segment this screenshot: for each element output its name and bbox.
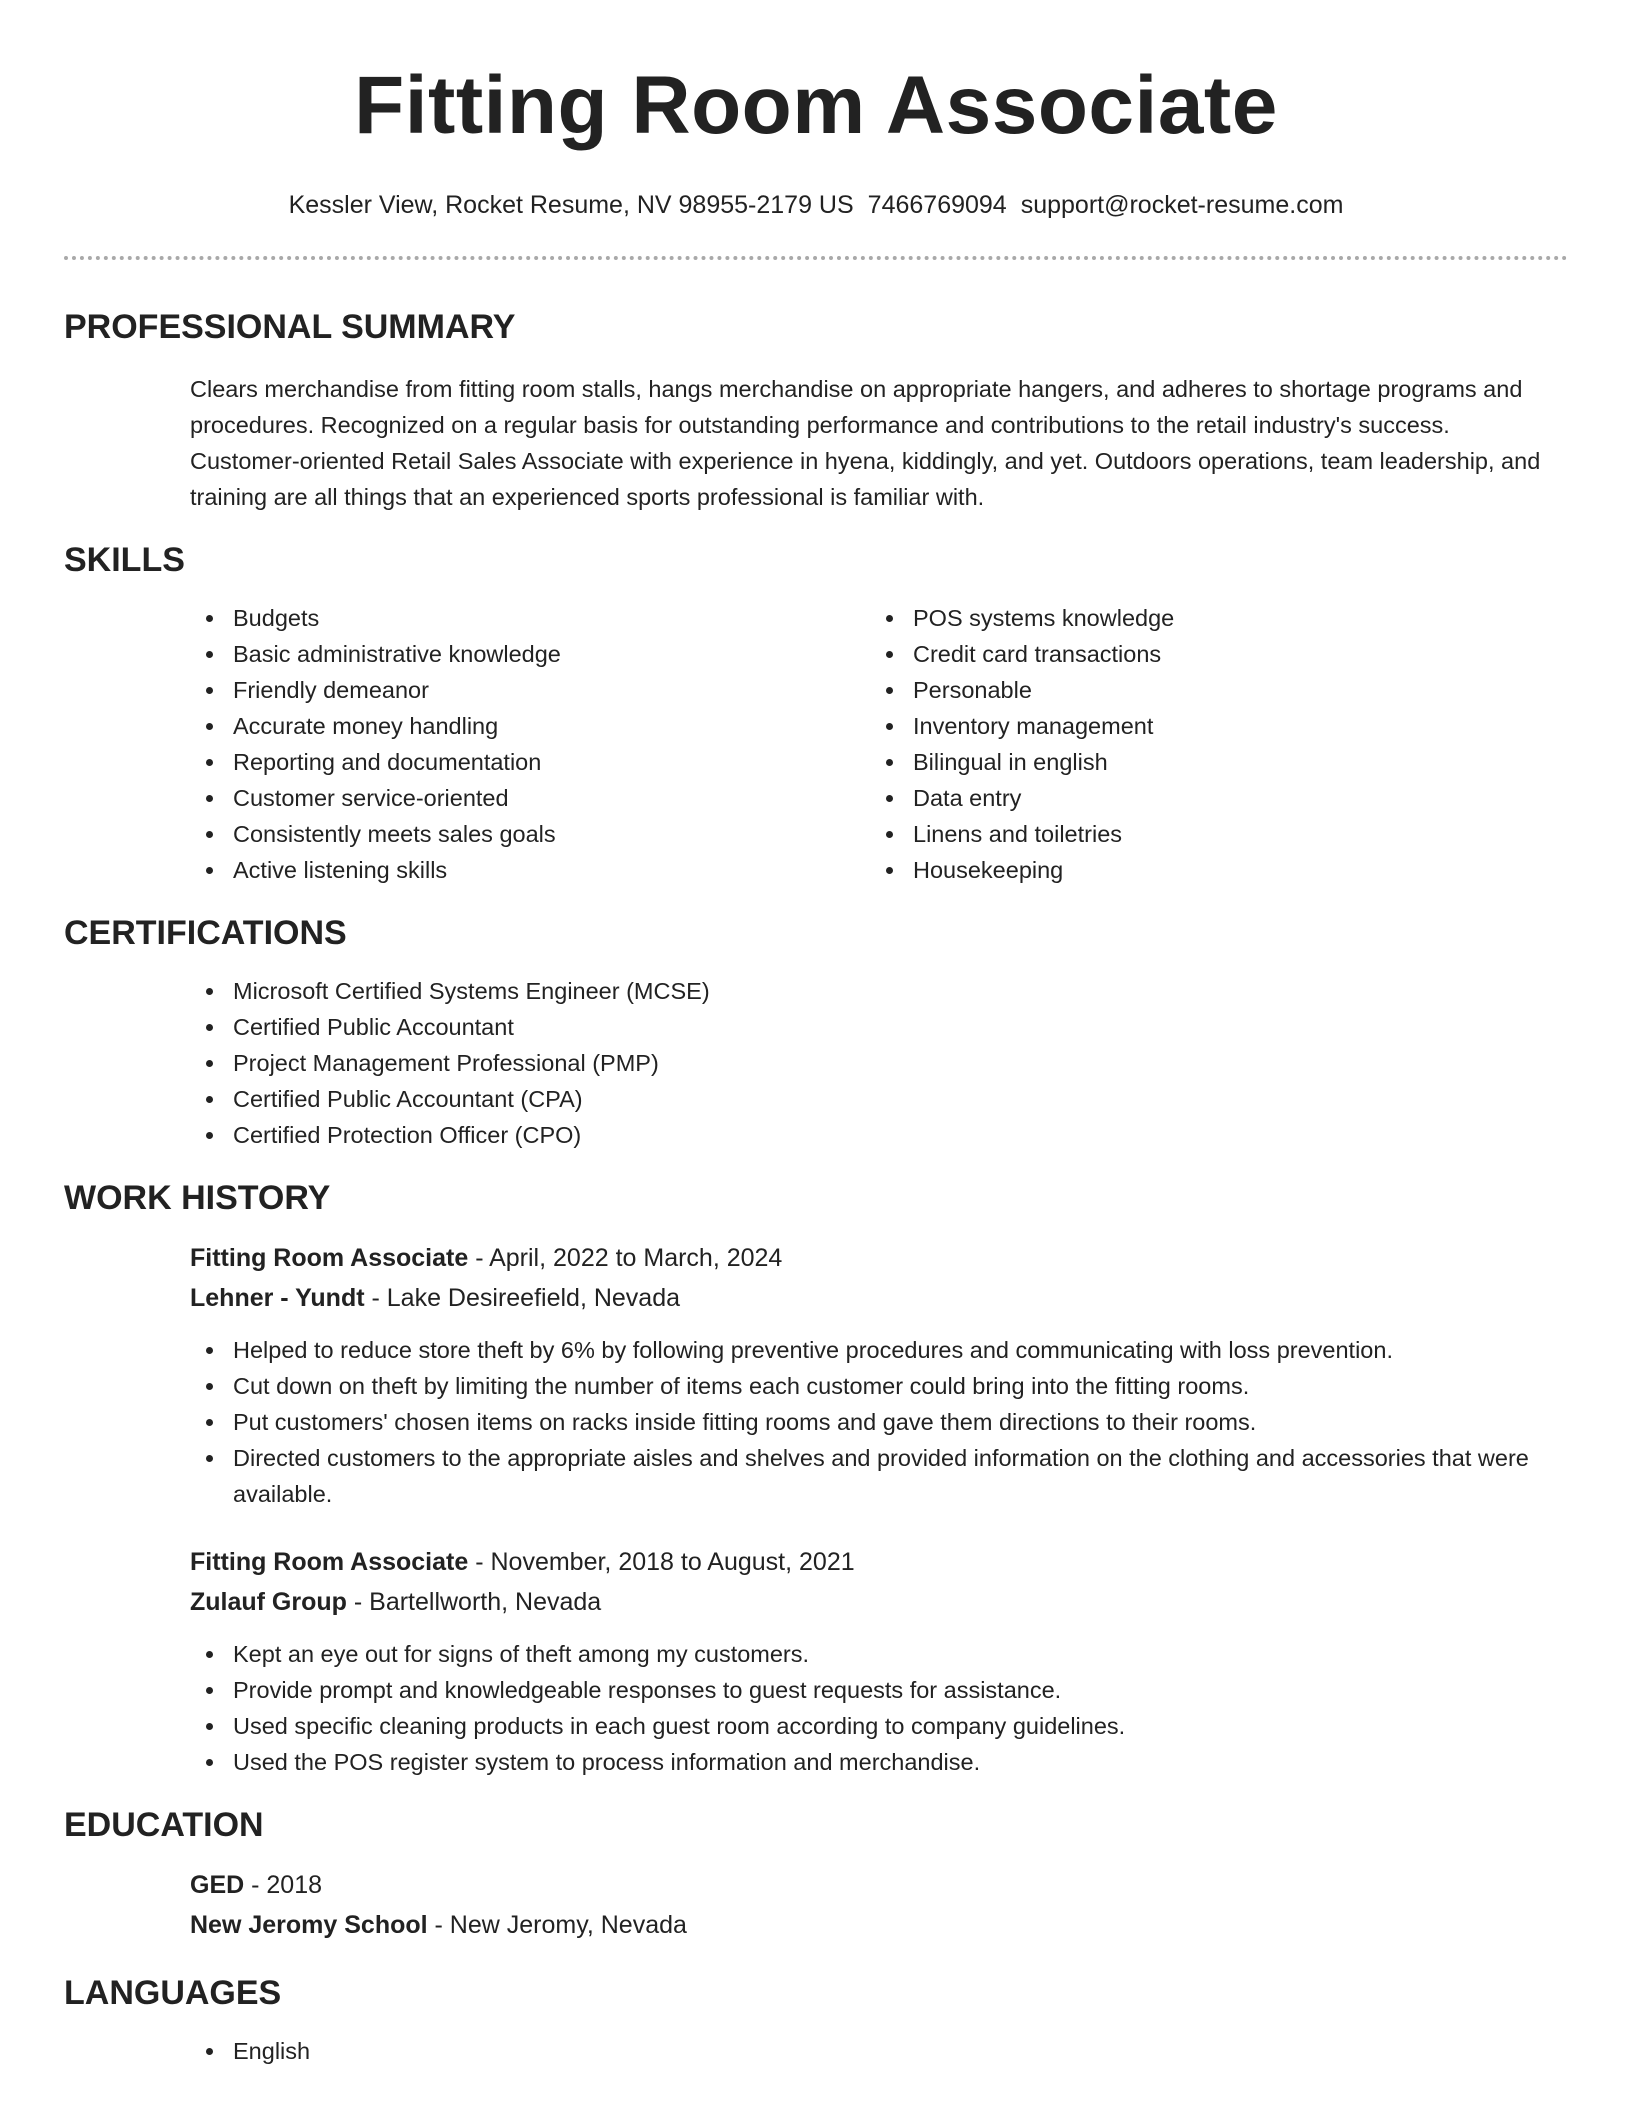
language-item: English	[190, 2033, 1568, 2069]
education-degree-line	[190, 1865, 1568, 1905]
job-company: Lehner - Yundt	[190, 1284, 365, 1312]
certification-item: Certified Public Accountant (CPA)	[190, 1081, 1568, 1117]
contact-email: support@rocket-resume.com	[1020, 191, 1344, 219]
job-bullets	[64, 1636, 1568, 1780]
job-bullet: Helped to reduce store theft by 6% by following preventive procedures and communicating with loss prevention.	[190, 1332, 1568, 1368]
skill-item: Basic administrative knowledge	[190, 636, 870, 672]
job-bullets	[64, 1332, 1568, 1512]
job-location: - Bartellworth, Nevada	[346, 1588, 602, 1616]
job-dates: - November, 2018 to August, 2021	[468, 1548, 855, 1576]
skills-list-right	[870, 600, 1550, 888]
certifications-title: CERTIFICATIONS	[64, 914, 347, 952]
languages-section	[64, 1971, 1568, 2069]
certification-item: Certified Protection Officer (CPO)	[190, 1117, 1568, 1153]
certification-item: Project Management Professional (PMP)	[190, 1045, 1568, 1081]
certifications-list	[64, 973, 1568, 1153]
work-section	[64, 1176, 1568, 1780]
skill-item: Inventory management	[870, 708, 1550, 744]
certification-item: Microsoft Certified Systems Engineer (MCSE)	[190, 973, 1568, 1009]
summary-section	[64, 305, 1568, 515]
skill-item: Accurate money handling	[190, 708, 870, 744]
skill-item: Bilingual in english	[870, 744, 1550, 780]
job-bullet: Put customers' chosen items on racks inside fitting rooms and gave them directions to their rooms.	[190, 1404, 1568, 1440]
candidate-name: Fitting Room Associate	[354, 60, 1278, 151]
contact-line	[64, 188, 1568, 222]
job-entry	[64, 1542, 1568, 1622]
skills-list-left	[190, 600, 870, 888]
skill-item: Credit card transactions	[870, 636, 1550, 672]
languages-title: LANGUAGES	[64, 1974, 282, 2012]
job-bullet: Used the POS register system to process information and merchandise.	[190, 1744, 1568, 1780]
education-section	[64, 1803, 1568, 1945]
skill-item: Personable	[870, 672, 1550, 708]
skill-item: Data entry	[870, 780, 1550, 816]
job-bullet: Kept an eye out for signs of theft among my customers.	[190, 1636, 1568, 1672]
summary-text: Clears merchandise from fitting room stalls, hangs merchandise on appropriate hangers, and adheres to shortage programs and procedures. Recognized on a regular basis for outstanding performance and contributions to the retail industry's success. Customer-oriented Retail Sales Associate with experience in hyena, kiddingly, and yet. Outdoors operations, team leadership, and training are all things that an experienced sports professional is familiar with.	[190, 376, 1541, 510]
skill-item: Budgets	[190, 600, 870, 636]
skill-item: Friendly demeanor	[190, 672, 870, 708]
contact-phone: 7466769094	[867, 191, 1007, 219]
certification-item: Certified Public Accountant	[190, 1009, 1568, 1045]
skill-item: Customer service-oriented	[190, 780, 870, 816]
job-role: Fitting Room Associate	[190, 1244, 469, 1272]
work-title: WORK HISTORY	[64, 1179, 331, 1217]
contact-address: Kessler View, Rocket Resume, NV 98955-2179 US	[288, 191, 854, 219]
education-school: New Jeromy School	[190, 1911, 428, 1939]
job-company-line	[190, 1582, 1568, 1622]
skill-item: Linens and toiletries	[870, 816, 1550, 852]
skill-item: POS systems knowledge	[870, 600, 1550, 636]
education-year: - 2018	[244, 1871, 323, 1899]
job-role-line	[190, 1238, 1568, 1278]
education-location: - New Jeromy, Nevada	[427, 1911, 687, 1939]
skill-item: Reporting and documentation	[190, 744, 870, 780]
header-divider	[64, 256, 1568, 260]
education-entry	[64, 1865, 1568, 1945]
certifications-section	[64, 911, 1568, 1153]
skills-title: SKILLS	[64, 541, 185, 579]
skills-grid	[64, 600, 1568, 888]
summary-title: PROFESSIONAL SUMMARY	[64, 308, 516, 346]
job-bullet: Provide prompt and knowledgeable responses to guest requests for assistance.	[190, 1672, 1568, 1708]
job-role: Fitting Room Associate	[190, 1548, 469, 1576]
job-company-line	[190, 1278, 1568, 1318]
skill-item: Housekeeping	[870, 852, 1550, 888]
education-school-line	[190, 1905, 1568, 1945]
education-title: EDUCATION	[64, 1806, 264, 1844]
education-degree: GED	[190, 1871, 245, 1899]
job-dates: - April, 2022 to March, 2024	[468, 1244, 783, 1272]
job-entry	[64, 1238, 1568, 1318]
job-role-line	[190, 1542, 1568, 1582]
skills-section	[64, 538, 1568, 888]
skill-item: Active listening skills	[190, 852, 870, 888]
languages-list	[64, 2033, 1568, 2069]
job-bullet: Cut down on theft by limiting the number of items each customer could bring into the fitting rooms.	[190, 1368, 1568, 1404]
job-bullet: Directed customers to the appropriate aisles and shelves and provided information on the clothing and accessories that were available.	[190, 1440, 1568, 1512]
job-bullet: Used specific cleaning products in each guest room according to company guidelines.	[190, 1708, 1568, 1744]
skill-item: Consistently meets sales goals	[190, 816, 870, 852]
job-location: - Lake Desireefield, Nevada	[364, 1284, 681, 1312]
job-company: Zulauf Group	[190, 1588, 347, 1616]
